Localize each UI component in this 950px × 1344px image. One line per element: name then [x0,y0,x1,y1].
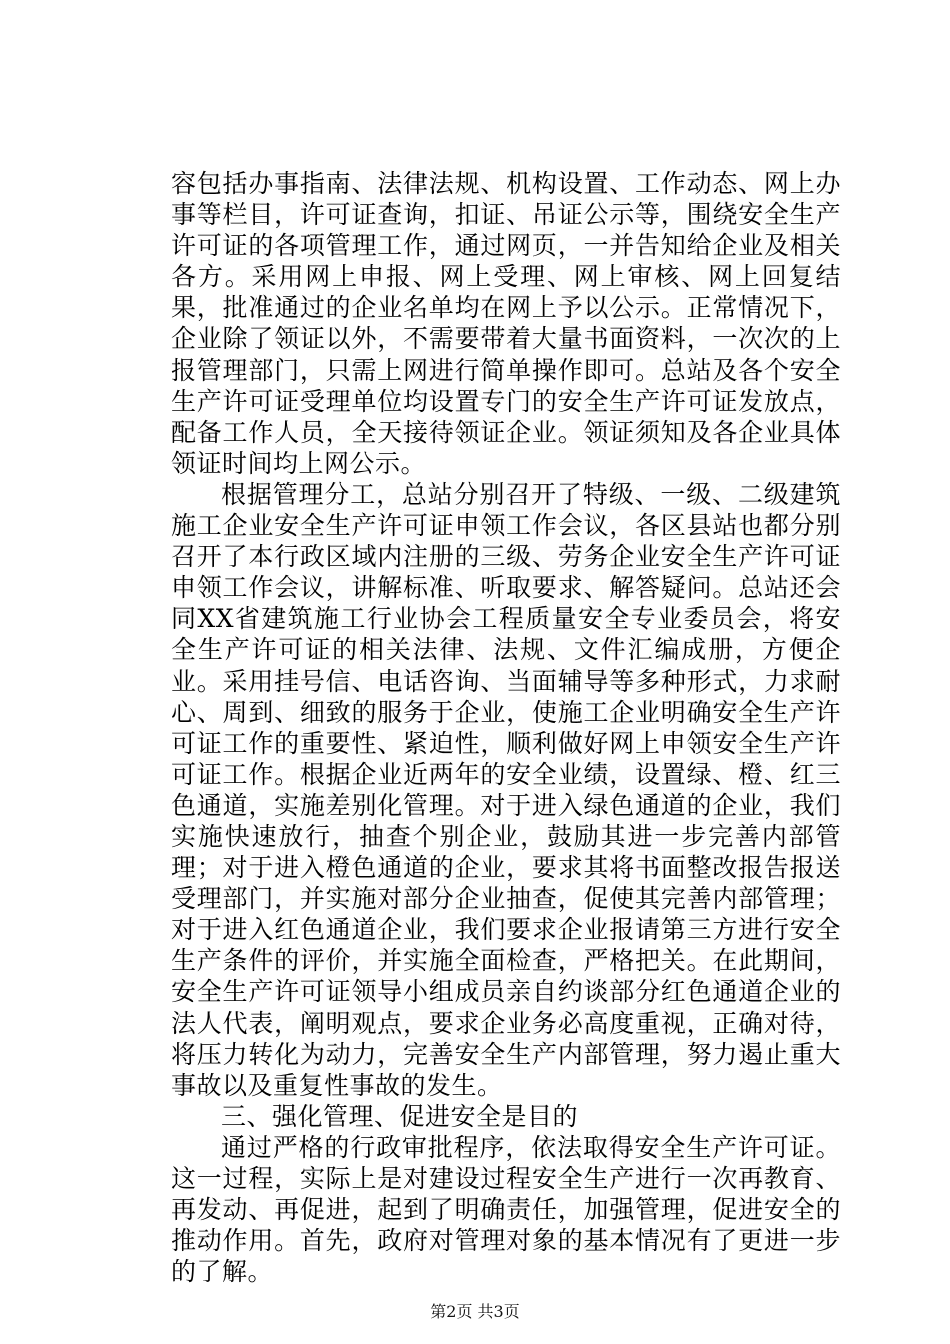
paragraph-website-services: 容包括办事指南、法律法规、机构设置、工作动态、网上办事等栏目，许可证查询，扣证、吊证公示等，围绕安全生产许可证的各项管理工作，通过网页，一并告知给企业及相关各方。采用网上申报、网上受理、网上审核、网上回复结果，批准通过的企业名单均在网上予以公示。正常情况下，企业除了领证以外，不需要带着大量书面资料，一次次的上报管理部门，只需上网进行简单操作即可。总站及各个安全生产许可证受理单位均设置专门的安全生产许可证发放点，配备工作人员，全天接待领证企业。领证须知及各企业具体领证时间均上网公示。 [171,169,841,478]
body-text [171,168,841,1287]
page-number-footer: 第2页 共3页 [430,1302,520,1321]
paragraph-management-division: 根据管理分工，总站分别召开了特级、一级、二级建筑施工企业安全生产许可证申领工作会议，各区县站也都分别召开了本行政区域内注册的三级、劳务企业安全生产许可证申领工作会议，讲解标准、听取要求、解答疑问。总站还会同XX省建筑施工行业协会工程质量安全专业委员会，将安全生产许可证的相关法律、法规、文件汇编成册，方便企业。采用挂号信、电话咨询、当面辅导等多种形式，力求耐心、周到、细致的服务于企业，使施工企业明确安全生产许可证工作的重要性、紧迫性，顺利做好网上申领安全生产许可证工作。根据企业近两年的安全业绩，设置绿、橙、红三色通道，实施差别化管理。对于进入绿色通道的企业，我们实施快速放行，抽查个别企业，鼓励其进一步完善内部管理；对于进入橙色通道的企业，要求其将书面整改报告报送受理部门，并实施对部分企业抽查，促使其完善内部管理；对于进入红色通道企业，我们要求企业报请第三方进行安全生产条件的评价，并实施全面检查，严格把关。在此期间，安全生产许可证领导小组成员亲自约谈部分红色通道企业的法人代表，阐明观点，要求企业务必高度重视，正确对待，将压力转化为动力，完善安全生产内部管理，努力遏止重大事故以及重复性事故的发生。 [171,479,841,1100]
paragraph-administrative-approval: 通过严格的行政审批程序，依法取得安全生产许可证。这一过程，实际上是对建设过程安全生产进行一次再教育、再发动、再促进，起到了明确责任，加强管理，促进安全的推动作用。首先，政府对管理对象的基本情况有了更进一步的了解。 [171,1132,841,1287]
section-heading-three: 三、强化管理、促进安全是目的 [221,1101,579,1131]
